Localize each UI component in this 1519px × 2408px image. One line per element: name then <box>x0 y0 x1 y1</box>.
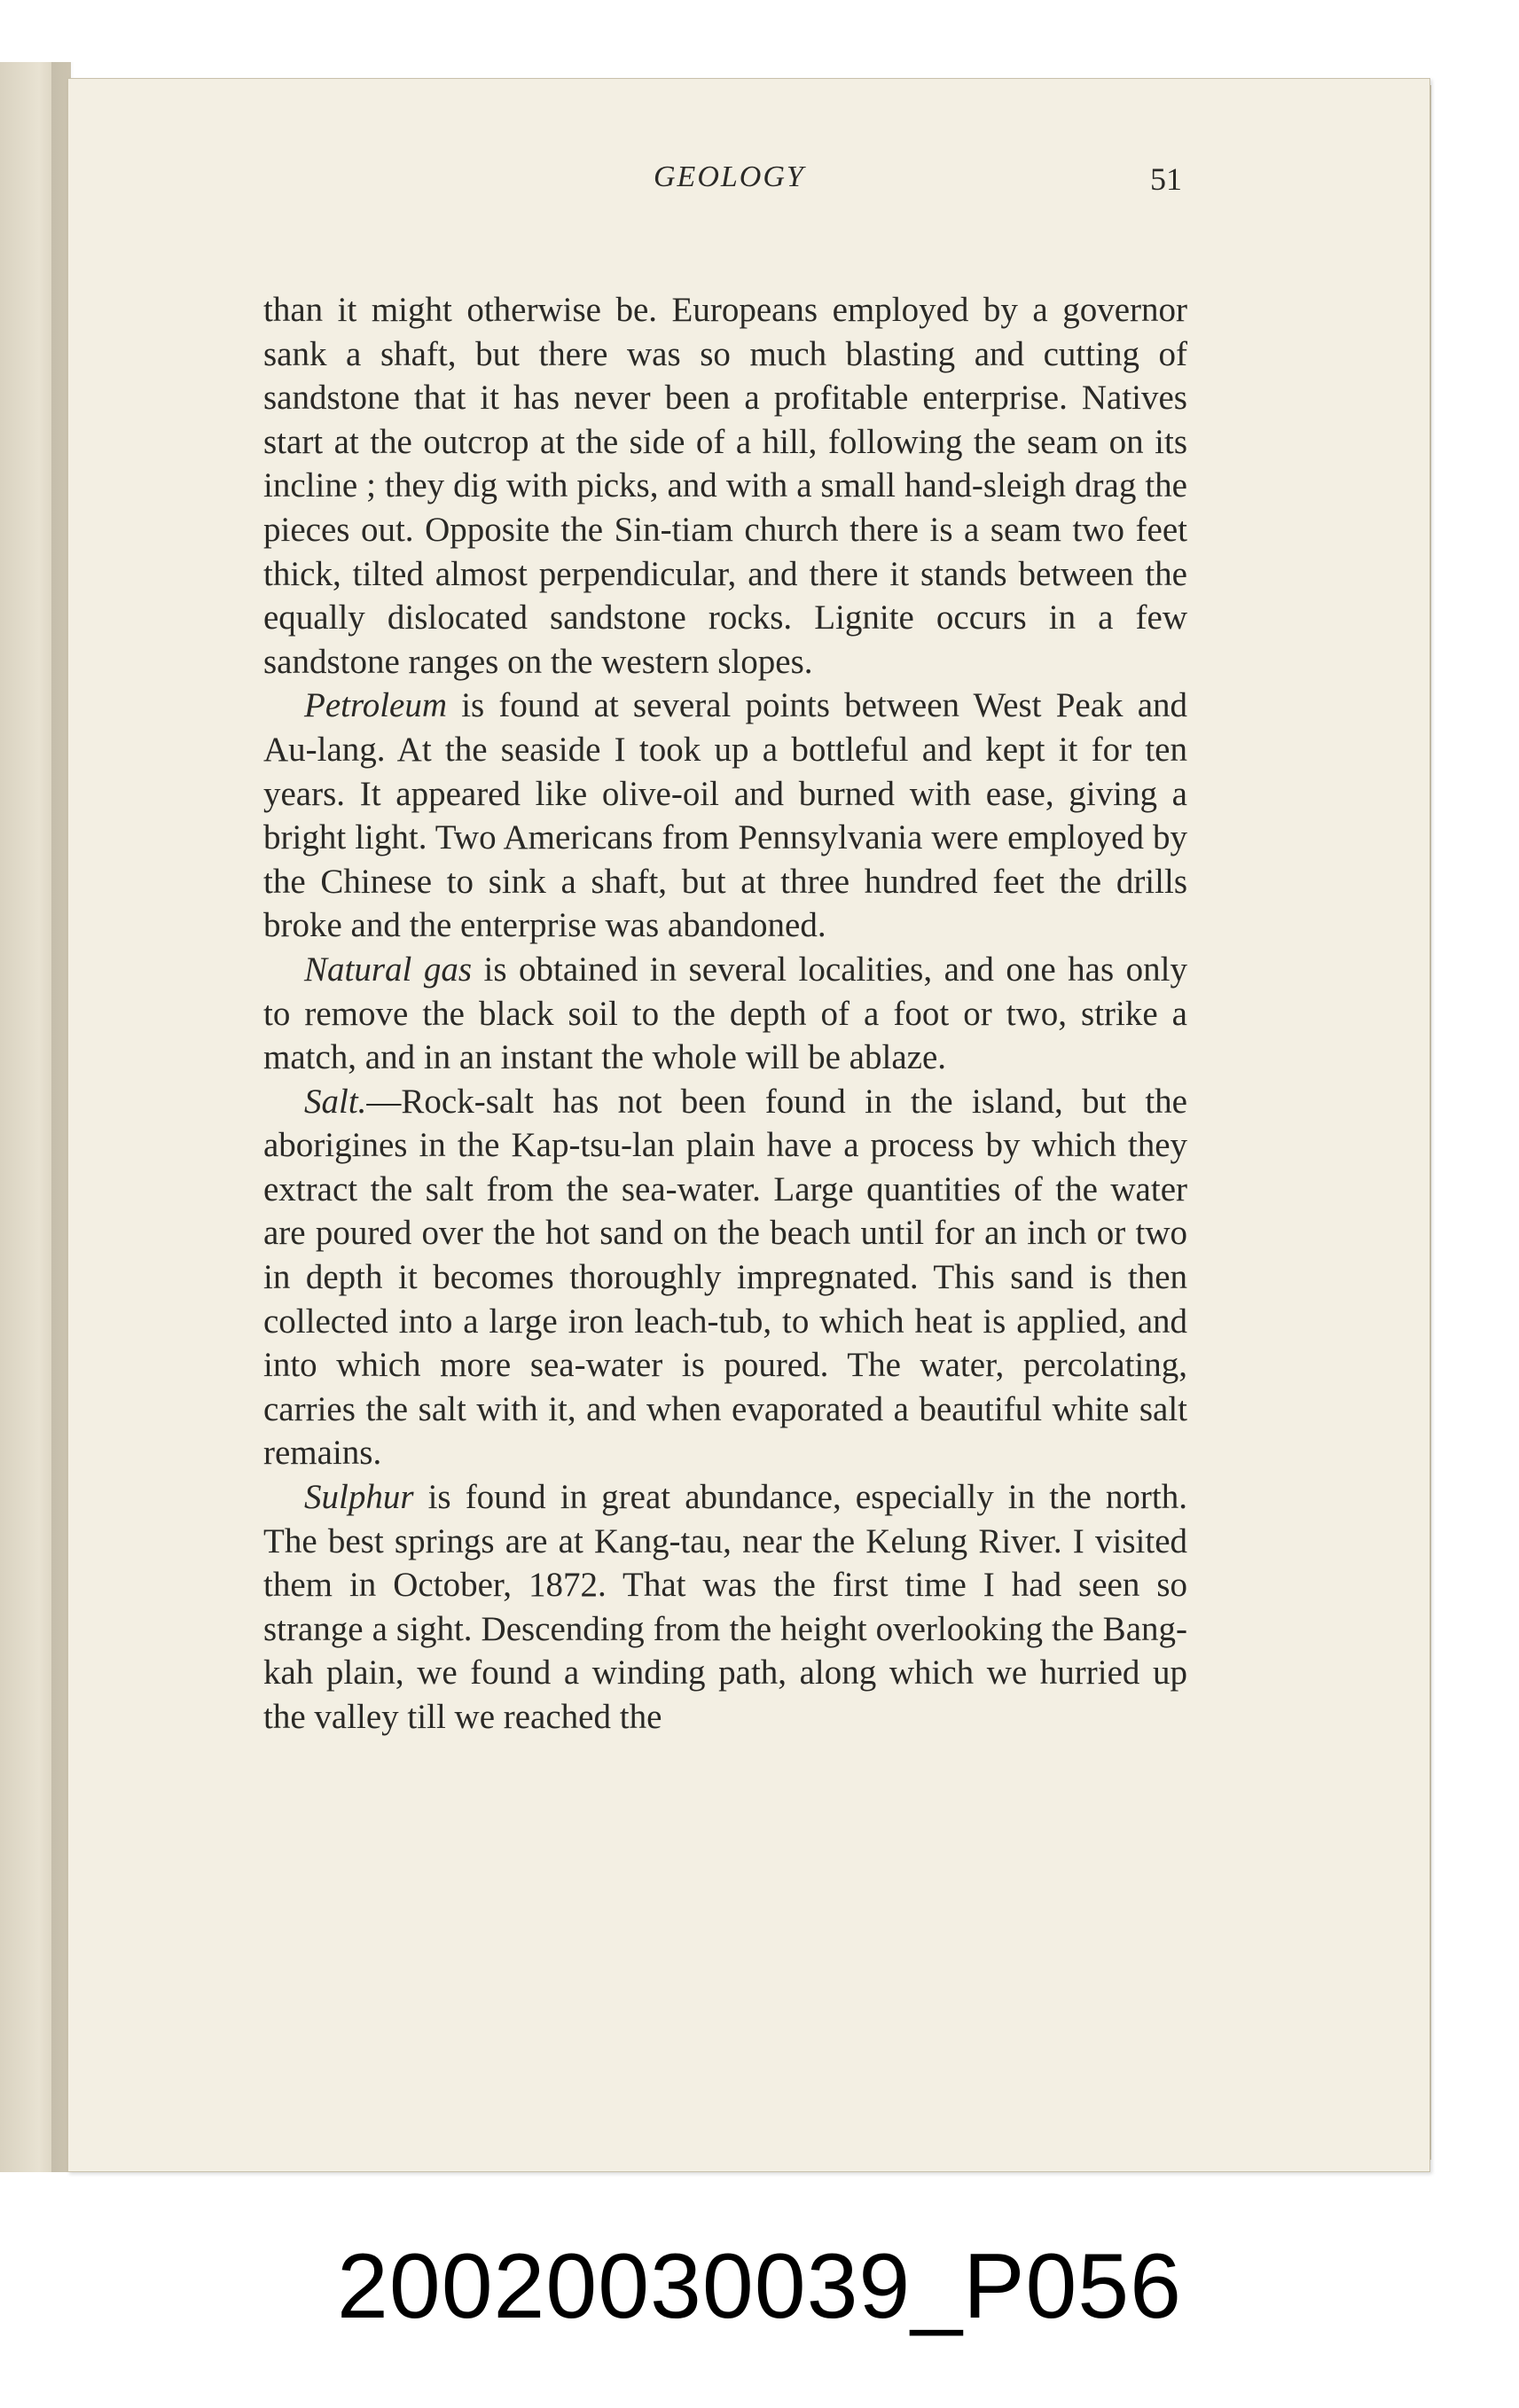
paragraph-natural-gas <box>263 948 1187 1080</box>
paragraph-text: is found at several points between West Peak and Au-lang. At the seaside I took up a bottleful and kept it for ten years. It appeared like olive-oil and burned with ease, giving a bright light. Two Americans from Pennsylvania were employed by the Chinese to sink a shaft, but at three hundred feet the drills broke and the enterprise was abandoned. <box>263 686 1187 945</box>
paragraph-coal <box>263 288 1187 684</box>
paragraph-petroleum <box>263 684 1187 948</box>
paragraph-text: is obtained in several localities, and one has only to remove the black soil to the depth of a foot or two, strike a match, and in an instant the whole will be ablaze. <box>263 950 1187 1077</box>
running-title: GEOLOGY <box>654 160 805 193</box>
paragraph-lead-term: Petroleum <box>304 686 448 725</box>
paragraph-text: than it might otherwise be. Europeans employed by a governor sank a shaft, but there was so much blasting and cutting of sandstone that it has never been a profitable enterprise. Natives start at the outcrop at the side of a hill, following the seam on its incline ; they dig with picks, and with a small hand-sleigh drag the pieces out. Opposite the Sin-tiam church there is a seam two feet thick, tilted almost perpendicular, and there it stands between the equally dislocated sandstone rocks. Lignite occurs in a few sandstone ranges on the western slopes. <box>263 291 1187 681</box>
paragraph-lead-term: Sulphur <box>304 1478 414 1517</box>
paragraph-text: —Rock-salt has not been found in the island, but the aborigines in the Kap-tsu-lan plain have a process by which they extract the salt from the sea-water. Large quantities of the water are poured over the hot sand on the beach until for an inch or two in depth it becomes thoroughly impregnated. This sand is then collected into a large iron leach-tub, to which heat is applied, and into which more sea-water is poured. The water, percolating, carries the salt with it, and when evaporated a beautiful white salt remains. <box>263 1082 1187 1473</box>
book-page <box>67 78 1430 2172</box>
running-head <box>68 79 1429 197</box>
paragraph-text: is found in great abundance, especially in the north. The best springs are at Kang-tau, near the Kelung River. I visited them in October, 1872. That was the first time I had seen so strange a sight. Descending from the height overlooking the Bang-kah plain, we found a winding path, along which we hurried up the valley till we reached the <box>263 1478 1187 1736</box>
paragraph-salt <box>263 1080 1187 1475</box>
page-number: 51 <box>1150 161 1182 197</box>
archive-id-label: 20020030039_P056 <box>337 2235 1182 2338</box>
paragraph-sulphur <box>263 1475 1187 1740</box>
body-text <box>263 288 1187 1740</box>
paragraph-lead-term: Salt. <box>304 1082 367 1121</box>
paragraph-lead-term: Natural gas <box>304 950 473 989</box>
